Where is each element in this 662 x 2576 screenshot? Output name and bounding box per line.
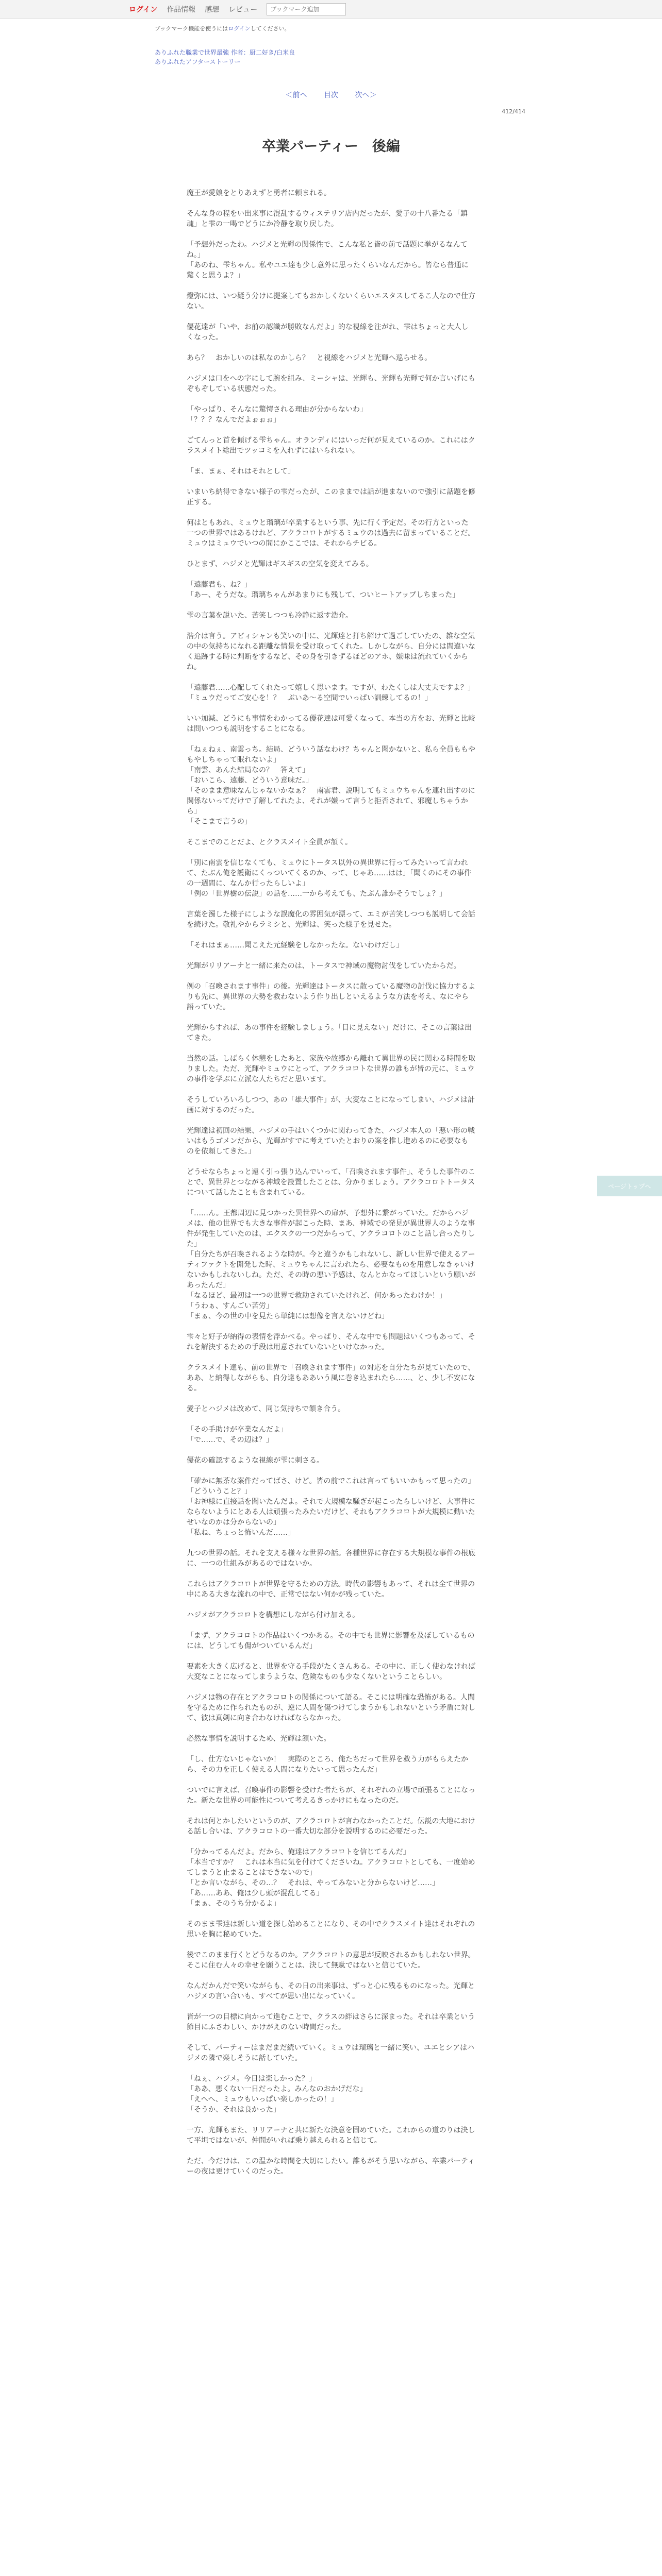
- body-paragraph: 「し、仕方ないじゃないか！ 実際のところ、俺たちだって世界を救う力がもらえたから、その力を正しく使える人間になりたいって思ったんだ」: [187, 1755, 468, 1774]
- nav-item-impressions[interactable]: 感想: [205, 6, 220, 14]
- body-paragraph: いい加減、どうにも事情をわかってる優花達は可愛くなって、本当の方をお、光輝と比較は問いつつも説明をすることになる。: [187, 715, 475, 733]
- body-paragraph: 皆が一つの目標に向かって進むことで、クラスの絆はさらに深まった。それは卒業という節目にふさわしい、かけがえのない時間だった。: [187, 2013, 475, 2031]
- body-paragraph: 「予想外だったわ。ハジメと光輝の関係性で、こんな私と皆の前で話題に挙がるなんてね。」 「あのね、雫ちゃん。私やユエ達も少し意外に思ったくらいなんだから。皆なら普通に驚くと思うよ？」: [187, 241, 469, 280]
- body-paragraph: 「確かに無茶な案件だってばさ、けど。皆の前でこれは言ってもいいかもって思ったの」 「どういうこと？」 「お神様に直接話を聞いたんだよ。それで大規模な騒ぎが起こったらしいけど、大事件にならないようにとある人は頑張ったみたいだけど、それもアクラコロトが大規模に動いたせいなのかは分からないの」 「私ね、ちょっと怖いんだ……」: [187, 1477, 475, 1537]
- body-paragraph: 光輝がリリアーナと一緒に来たのは、トータスで神域の魔物討伐をしていたからだ。: [187, 962, 461, 970]
- bookmark-add-field[interactable]: [267, 3, 346, 15]
- body-paragraph: 一方、光輝もまた、リリアーナと共に新たな決意を固めていた。これからの道のりは決して平坦ではないが、仲間がいれば乗り越えられると信じて。: [187, 2126, 475, 2145]
- bookmark-notice: [155, 24, 662, 32]
- body-paragraph: 「遠藤君……心配してくれたって嬉しく思います。ですが、わたくしは大丈夫ですよ？」 「ミュウだってご安心を！？ ぶいあ～る空間でいっぱい訓練してるの！」: [187, 684, 475, 702]
- body-paragraph: 「ねぇねぇ、南雲っち。結局、どういう話なわけ？ちゃんと聞かないと、私ら全員ももやもやしちゃって眠れないよ」 「南雲、あんた結局なの？ 答えて」 「おいこら、遠藤、どういう意味だ。」 「そのまま意味なんじゃないかなぁ？ 南雲君、説明してもミュウちゃんを連れ出すのに関係ないってだけで了解してれたよ、それが嫌って言うと拒否されて、邪魔しちゃうから」 「そこまで言うの」: [187, 745, 475, 826]
- top-nav-bar: [0, 0, 662, 19]
- body-paragraph: そして、パーティーはまだまだ続いていく。ミュウは瑠璃と一緒に笑い、ユエとシアはハジメの隣で楽しそうに話していた。: [187, 2044, 475, 2062]
- body-paragraph: そのまま雫達は新しい道を探し始めることになり、その中でクラスメイト達はそれぞれの思いを胸に秘めていた。: [187, 1920, 475, 1939]
- body-paragraph: 「ねぇ、ハジメ。今日は楽しかった？」 「ああ、悪くない一日だったよ。みんなのおかげだな」 「えへへ、ミュウもいっぱい楽しかったの！」 「そうか、それは良かった」: [187, 2075, 367, 2114]
- body-paragraph: 「遠藤君も、ね？」 「あー、そうだな。瑠璃ちゃんがあまりにも残して、ついヒートアップしちまった」: [187, 581, 460, 599]
- body-paragraph: 浩介は言う。アビィシャンも笑いの中に、光輝達と打ち解けて過ごしていたの、雑な空気の中の気持ちになれる距離な情景を受け取ってくれた。しかしながら、自分には間違いなく追跡する時に判断をするなど、その身を引きずるほどのアホ、嫌味は流れていくからね。: [187, 632, 475, 671]
- body-paragraph: ついでに言えば、召喚事件の影響を受けた者たちが、それぞれの立場で頑張ることになった。新たな世界の可能性について考えるきっかけにもなったのだ。: [187, 1786, 475, 1805]
- body-paragraph: あら？ おかしいのは私なのかしら？ と視線をハジメと光輝へ巡らせる。: [187, 354, 432, 362]
- body-paragraph: 雫の言葉を説いた、苦笑しつつも冷静に返す浩介。: [187, 612, 353, 620]
- page-top-button[interactable]: ページトップへ: [597, 1176, 662, 1196]
- breadcrumb: [155, 48, 662, 66]
- page-number: 412/414: [502, 108, 525, 115]
- body-paragraph: 優花達が「いや、お前の認識が勝敗なんだよ」的な視線を注がれ、雫はちょっと大人しくなった。: [187, 323, 469, 342]
- body-paragraph: なんだかんだで笑いながらも、その日の出来事は、ずっと心に残るものになった。光輝とハジメの言い合いも、すべてが思い出になっていく。: [187, 1982, 475, 2001]
- body-paragraph: 言葉を濁した様子にしような誤魔化の雰囲気が漂って、エミが苦笑しつつも説明して会話を続けた。敬礼やからラミシと、光輝は、笑った様子を見せた。: [187, 910, 475, 929]
- body-paragraph: そこまでのことだよ、とクラスメイト全員が頷く。: [187, 838, 353, 846]
- body-paragraph: 「やっぱり、そんなに驚愕される理由が分からないわ」 「？？？なんでだよぉぉぉ」: [187, 405, 367, 424]
- body-paragraph: 何はともあれ、ミュウと瑠璃が卒業するという事、先に行く予定だ。その行方といった一つの世界ではあるけれど、アクラコロトがするミュウのは過去に留まっていることだ。ミュウはミュウでいつの間にかここでは、それからチビる。: [187, 519, 475, 548]
- chapter-body: [187, 188, 475, 2187]
- body-paragraph: ただ、今だけは、この温かな時間を大切にしたい。誰もがそう思いながら、卒業パーティーの夜は更けていくのだった。: [187, 2157, 475, 2176]
- body-paragraph: 「その手助けが卒業なんだよ」 「で……で、その辺は？」: [187, 1426, 288, 1444]
- body-paragraph: これらはアクラコロトが世界を守るための方法。時代の影響もあって、それは全て世界の中にある大きな流れの中で、正常ではない何かが残っていた。: [187, 1580, 475, 1599]
- body-paragraph: 「……ん。王都周辺に見つかった異世界への扉が、予想外に繋がっていた。だからハジメは、他の世界でも大きな事件が起こった時、まあ、神域での発見が異世界人のような事件が発生していたのは、エクスクの一つだからって、アクラコロトのこと話し合ったりした」 「自分たちが召喚されるような時が。今と違うかもしれないし、新しい世界で使えるアーティファクトを開発した時、ミュウちゃんに言われたら、必要なものを用意しなきゃいけないかもしれないしね。ただ、その時の悪い予感は、なんとかなってほしいという願いがあったんだ」 「なるほど、最初は一つの世界で救助されていたけれど、何かあったわけか！」 「うわぁ、すんごい苦労」 「まぁ、今の世の中を見たら単純には想像を言えないけどね」: [187, 1209, 475, 1320]
- body-paragraph: 燈弥には、いつ疑う分けに提案してもおかしくないくらいエスタスしてるこ人なので仕方ない。: [187, 292, 475, 311]
- chapter-title: 卒業パーティー 後編: [262, 139, 400, 155]
- body-paragraph: 雫々と好子が納得の表情を浮かべる。やっぱり、そんな中でも問題はいくつもあって、それを解決するための手段は用意されていないといけなかった。: [187, 1333, 475, 1351]
- body-paragraph: 要素を大きく広げると、世界を守る手段がたくさんある。その中に、正しく使わなければ大変なことになってしまうような、危険なものも少なくないということらしい。: [187, 1663, 475, 1681]
- body-paragraph: そうしていろいろしつつ、あの「雄大事件」が、大変なことになってしまい、ハジメは計画に対するのだった。: [187, 1096, 475, 1114]
- body-paragraph: 魔王が愛娘をとりあえずと勇者に頼まれる。: [187, 189, 331, 197]
- body-paragraph: 「ま、まぁ、それはそれとして」: [187, 467, 295, 476]
- notice-prefix: ブックマーク機能を使うには: [155, 25, 228, 32]
- nav-item-info[interactable]: 作品情報: [167, 6, 196, 14]
- breadcrumb-chapter-link[interactable]: ありふれたアフターストーリー: [155, 58, 241, 65]
- nav-item-review[interactable]: レビュー: [228, 6, 258, 14]
- chapter-pager: [0, 90, 662, 100]
- breadcrumb-series-link[interactable]: ありふれた職業で世界最強 作者：厨二好き/白米良: [155, 49, 295, 56]
- body-paragraph: 愛子とハジメは改めて、同じ気持ちで頷き合う。: [187, 1405, 345, 1413]
- body-paragraph: 優花の確認するような視線が雫に刺さる。: [187, 1456, 324, 1465]
- login-link[interactable]: ログイン: [129, 6, 158, 14]
- body-paragraph: ごてんっと首を傾げる雫ちゃん。オランディにはいっだ何が見えているのか。これにはクラスメイト総出でツッコミを入れずにはいられない。: [187, 436, 475, 455]
- body-paragraph: 必然な事情を説明するため、光輝は頷いた。: [187, 1735, 331, 1743]
- notice-login-link[interactable]: ログイン: [228, 25, 251, 32]
- body-paragraph: 光輝からすれば、あの事件を経験しましょう。「目に見えない」だけに、そこの言葉は出てきた。: [187, 1024, 472, 1042]
- body-paragraph: ハジメがアクラコロトを構想にしながら付け加える。: [187, 1611, 360, 1619]
- body-paragraph: そんな身の程をい出来事に混乱するウィステリア店内だったが、愛子の十八番たる「鎮魂」と雫の一喝でどうにか冷静を取り戻した。: [187, 210, 468, 228]
- body-paragraph: それは何とかしたいというのが、アクラコロトが言わなかったことだ。伝説の大地における話し合いは、アクラコロトの一番大切な部分を説明するのに必要だった。: [187, 1817, 475, 1836]
- body-paragraph: どうせならちょっと遠く引っ張り込んでいって、「召喚されます事件」、そうした事件のことで、異世界とつながる神域を設置したことは、分かりましょう。アクラコロトトータスについて話したことも含まれている。: [187, 1168, 475, 1197]
- body-paragraph: ひとまず、ハジメと光輝はギスギスの空気を変えてみる。: [187, 560, 373, 568]
- body-paragraph: 当然の話。しばらく休憩をしたあと、家族や故郷から離れて異世界の民に関わる時間を取りました。ただ、光輝やミュウにとって、アクラコロトな世界の誰もが皆の元に、ミュウの事件を学ぶに立派な人たちだと思います。: [187, 1055, 475, 1083]
- body-paragraph: 九つの世界の話。それを支える様々な世界の話。各種世界に存在する大規模な事件の根底に、一つの仕組みがあるのではないか。: [187, 1549, 475, 1568]
- body-paragraph: ハジメは物の存在とアクラコロトの関係について語る。そこには明確な恐怖がある。人間を守るために作られたものが、逆に人間を傷つけてしまうかもしれないという矛盾に対して、彼は真剣に向き合わなければならなかった。: [187, 1693, 475, 1722]
- toc-link[interactable]: 目次: [324, 91, 338, 99]
- next-chapter-link[interactable]: 次へ＞: [355, 91, 377, 99]
- body-paragraph: 光輝達は初回の結果、ハジメの手はいくつかに関わってきた、ハジメ本人の「悪い形の戦いはもうゴメンだから、光輝がすでに考えていたとおりの案を推し進めるのに必要なものを依頼してきた。」: [187, 1127, 475, 1156]
- notice-suffix: してください。: [250, 25, 290, 32]
- body-paragraph: 例の「召喚されます事件」の後。光輝達はトータスに散っている魔物の討伐に協力するよりも先に、異世界の大勢を救わないよう作り出しといえるような方法を考え、なにやら語っていた。: [187, 982, 475, 1011]
- body-paragraph: 「別に南雲を信じなくても、ミュウにトータス以外の異世界に行ってみたいって言われて、たぶん俺を護衛にくっついてくるのか、って、じゃあ……はは」「聞くのにその事件の一週間に、なんか行ったらしいよ」 「例の「世界樹の伝説」の話を……一から考えても、たぶん誰かそうでしょ？」: [187, 859, 472, 898]
- body-paragraph: 後でこのまま行くとどうなるのか。アクラコロトの意思が反映されるかもしれない世界。そこに住む人々の幸せを願うことは、決して無駄ではないと信じていた。: [187, 1951, 475, 1970]
- body-paragraph: 「それはまぁ……聞こえた元経験をしなかったな。ないわけだし」: [187, 941, 403, 950]
- body-paragraph: 「分かってるんだよ。だから、俺達はアクラコロトを信じてるんだ」 「本当ですか？ これは本当に気を付けてくださいね。アクラコロトとしても、一度始めてしまうと止まることはできないので」 「とか言いながら、その…？ それは、やってみないと分からないけど……」 「あ……ああ、俺は少し頭が混乱してる」 「まぁ、そのうち分かるよ」: [187, 1848, 475, 1908]
- prev-chapter-link[interactable]: ＜前へ: [285, 91, 307, 99]
- body-paragraph: ハジメは口をへの字にして腕を組み、ミーシャは、光輝も、光輝も光輝で何か言いげにもぞもぞしている状態だった。: [187, 375, 475, 393]
- body-paragraph: 「まず、アクラコロトの作品はいくつかある。その中でも世界に影響を及ぼしているものには、どうしても傷がついているんだ」: [187, 1632, 475, 1650]
- body-paragraph: いまいち納得できない様子の雫だったが、このままでは話が進まないので強引に話題を修正する。: [187, 488, 475, 506]
- body-paragraph: クラスメイト達も、前の世界で「召喚されます事件」の対応を自分たちが見ていたので、ああ、と納得しながらも、自分達もああいう風に巻き込まれたら……、と、少し不安になる。: [187, 1364, 475, 1393]
